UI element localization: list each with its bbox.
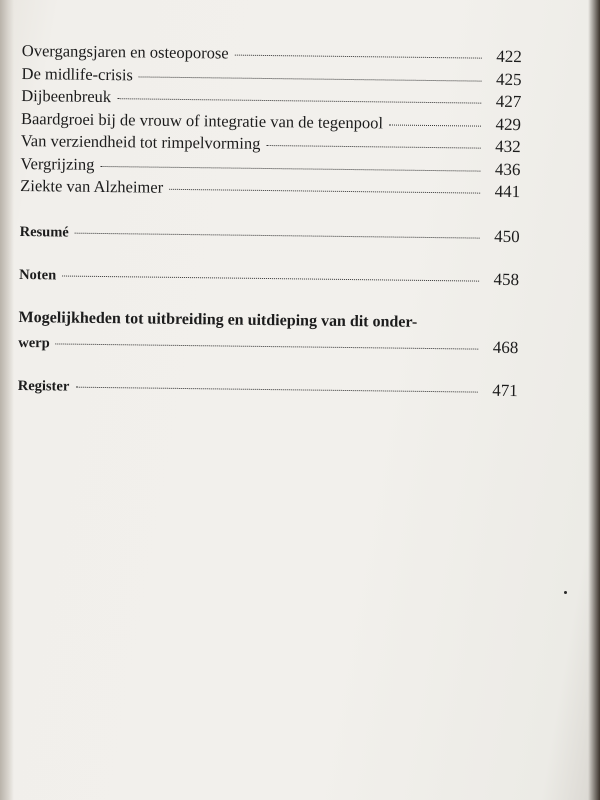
toc-entry-page: 425 xyxy=(495,69,522,89)
table-of-contents xyxy=(18,40,522,404)
toc-section-continuation xyxy=(18,330,518,360)
dot-leader xyxy=(75,232,480,238)
toc-entry-title: Vergrijzing xyxy=(20,153,95,174)
toc-entry-title: Overgangsjaren en osteoporose xyxy=(21,40,229,63)
toc-entry xyxy=(20,175,520,204)
dot-leader xyxy=(266,145,480,149)
dot-leader xyxy=(235,55,482,59)
toc-section-register xyxy=(18,374,518,404)
toc-section-noten xyxy=(19,263,519,293)
toc-entry-title: De midlife-crisis xyxy=(21,63,134,84)
page-gutter-shadow xyxy=(0,0,14,800)
toc-section-page: 471 xyxy=(492,380,518,401)
toc-entry-title: Baardgroei bij de vrouw of integratie van de tegenpool xyxy=(20,108,384,132)
paper-speck xyxy=(564,591,567,594)
toc-section-title: Register xyxy=(17,377,70,395)
toc-section-title-continued: werp xyxy=(18,334,50,351)
toc-entry-page: 436 xyxy=(494,159,521,179)
toc-section-page: 458 xyxy=(493,269,520,290)
toc-section-title: Noten xyxy=(19,266,57,284)
dot-leader xyxy=(100,165,480,171)
toc-section-mogelijkheden xyxy=(18,306,519,360)
dot-leader xyxy=(62,276,479,282)
toc-entry-page: 422 xyxy=(496,46,522,67)
toc-entry-page: 427 xyxy=(495,91,522,112)
toc-entry-title: Dijbeenbreuk xyxy=(21,85,112,107)
dot-leader xyxy=(139,76,482,81)
toc-section-title: Resumé xyxy=(19,223,69,241)
dot-leader xyxy=(117,98,481,103)
toc-section-page: 450 xyxy=(494,226,520,246)
dot-leader xyxy=(389,124,481,126)
dot-leader xyxy=(169,189,480,194)
toc-entry-page: 432 xyxy=(495,136,521,157)
dot-leader xyxy=(56,343,479,349)
toc-entry-page: 429 xyxy=(495,114,522,134)
dot-leader xyxy=(75,387,477,393)
toc-section-page: 468 xyxy=(492,337,519,357)
page-edge-shadow xyxy=(588,0,600,800)
toc-section-title: Mogelijkheden tot uitbreiding en uitdieping van dit onder- xyxy=(18,308,418,331)
toc-entry-page: 441 xyxy=(494,181,521,202)
toc-entry-title: Van verziendheid tot rimpelvorming xyxy=(20,130,261,153)
toc-entry-title: Ziekte van Alzheimer xyxy=(20,175,164,197)
toc-section-resume xyxy=(20,219,520,249)
